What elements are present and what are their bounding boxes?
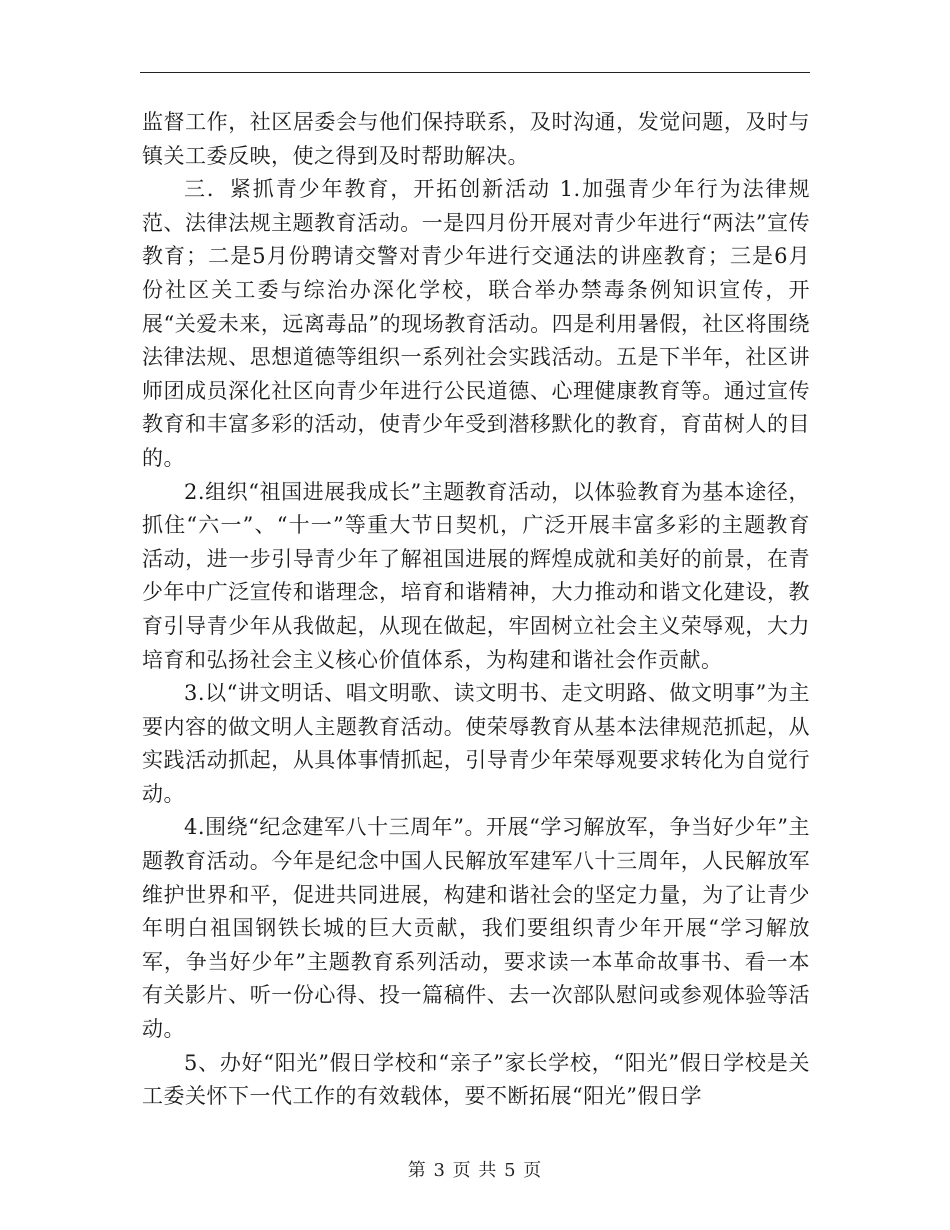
paragraph-1: 监督工作，社区居委会与他们保持联系，及时沟通，发觉问题，及时与镇关工委反映，使之得到及时帮助解决。 bbox=[142, 110, 810, 168]
header-divider bbox=[140, 72, 810, 73]
paragraph-4: 3.以“讲文明话、唱文明歌、读文明书、走文明路、做文明事”为主要内容的做文明人主题教育活动。使荣辱教育从基本法律规范抓起，从实践活动抓起，从具体事情抓起，引导青少年荣辱观要求转化为自觉行动。 bbox=[142, 681, 810, 806]
paragraph-3: 2.组织“祖国进展我成长”主题教育活动，以体验教育为基本途径，抓住“六一”、“十一”等重大节日契机，广泛开展丰富多彩的主题教育活动，进一步引导青少年了解祖国进展的辉煌成就和美好的前景，在青少年中广泛宣传和谐理念，培育和谐精神，大力推动和谐文化建设，教育引导青少年从我做起，从现在做起，牢固树立社会主义荣辱观，大力培育和弘扬社会主义核心价值体系，为构建和谐社会作贡献。 bbox=[142, 479, 810, 672]
document-body bbox=[142, 106, 810, 1114]
page-number-footer: 第 3 页 共 5 页 bbox=[407, 1160, 543, 1181]
paragraph-5: 4.围绕“纪念建军八十三周年”。开展“学习解放军，争当好少年”主题教育活动。今年是纪念中国人民解放军建军八十三周年，人民解放军维护世界和平，促进共同进展，构建和谐社会的坚定力量，为了让青少年明白祖国钢铁长城的巨大贡献，我们要组织青少年开展“学习解放军，争当好少年”主题教育系列活动，要求读一本革命故事书、看一本有关影片、听一份心得、投一篇稿件、去一次部队慰问或参观体验等活动。 bbox=[142, 815, 810, 1042]
paragraph-2: 三．紧抓青少年教育，开拓创新活动 1.加强青少年行为法律规范、法律法规主题教育活动。一是四月份开展对青少年进行“两法”宣传教育；二是5月份聘请交警对青少年进行交通法的讲座教育；三是6月份社区关工委与综治办深化学校，联合举办禁毒条例知识宣传，开展“关爱未来，远离毒品”的现场教育活动。四是利用暑假，社区将围绕法律法规、思想道德等组织一系列社会实践活动。五是下半年，社区讲师团成员深化社区向青少年进行公民道德、心理健康教育等。通过宣传教育和丰富多彩的活动，使青少年受到潜移默化的教育，育苗树人的目的。 bbox=[142, 177, 810, 470]
paragraph-6: 5、办好“阳光”假日学校和“亲子”家长学校，“阳光”假日学校是关工委关怀下一代工作的有效载体，要不断拓展“阳光”假日学 bbox=[142, 1050, 810, 1109]
